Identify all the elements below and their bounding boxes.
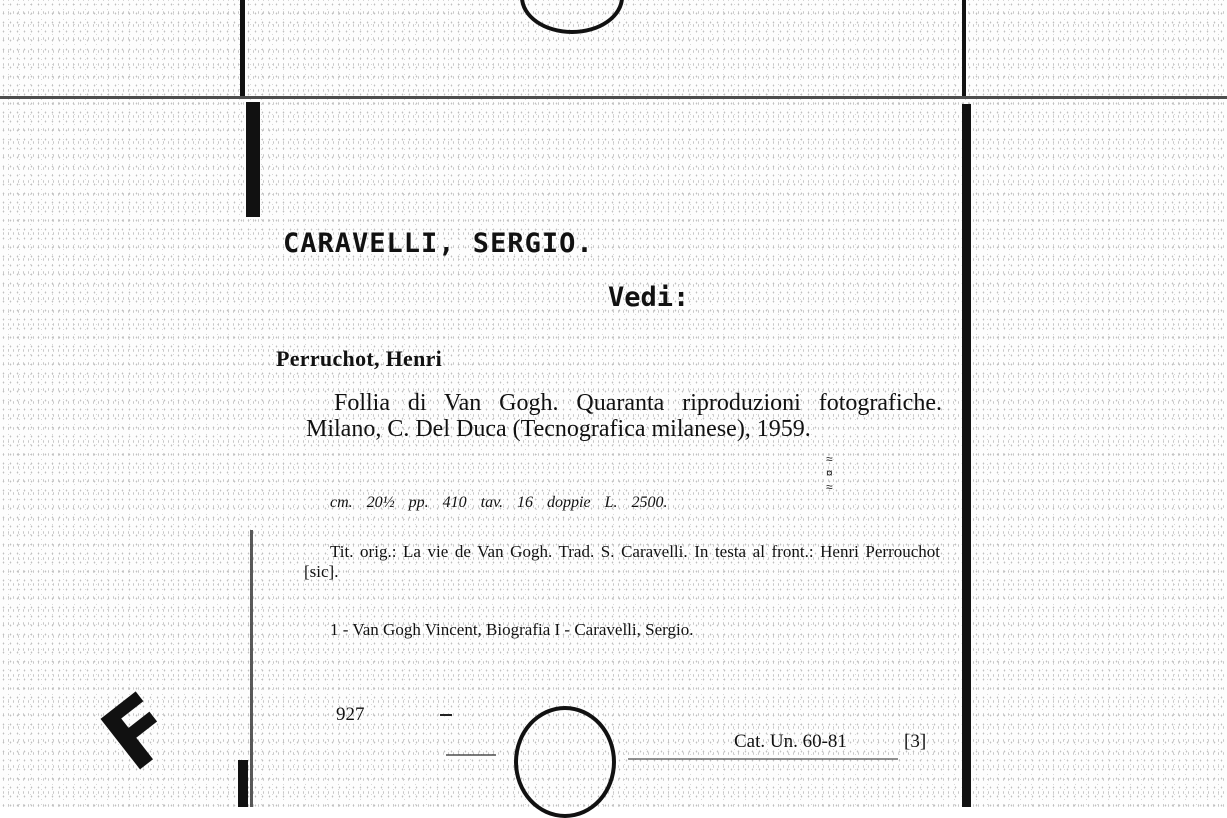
bottom-dashes-right <box>628 758 898 760</box>
entry-notes: Tit. orig.: La vie de Van Gogh. Trad. S. Caravelli. In testa al front.: Henri Perrouchot [sic]. <box>304 542 940 581</box>
right-border-top <box>962 0 966 96</box>
right-border <box>962 104 971 807</box>
punch-hole-top <box>520 0 624 34</box>
margin-marks: ≈ ¤ ≈ <box>826 452 833 494</box>
card-separator-line <box>0 96 1227 99</box>
left-border-lower <box>250 530 253 807</box>
bottom-dashes-left <box>446 754 496 756</box>
entry-title-statement: Follia di Van Gogh. Quaranta riproduzioni fotografiche. Milano, C. Del Duca (Tecnografica milanese), 1959. <box>306 390 942 442</box>
left-border-bottom-mark <box>238 760 248 807</box>
entry-tracings: 1 - Van Gogh Vincent, Biografia I - Caravelli, Sergio. <box>330 620 694 639</box>
see-reference-label: Vedi: <box>608 282 690 313</box>
copy-count: [3] <box>904 731 927 752</box>
card-heading: CARAVELLI, SERGIO. <box>283 228 594 259</box>
call-number: 927 <box>336 704 365 725</box>
left-border-top <box>240 0 245 96</box>
catalog-reference: Cat. Un. 60-81 <box>734 731 847 752</box>
entry-author: Perruchot, Henri <box>276 346 443 371</box>
catalog-card <box>258 102 958 807</box>
letter-f-stamp <box>83 672 194 791</box>
dash-mark <box>440 714 452 716</box>
punch-hole-bottom <box>514 706 616 818</box>
stamp-letter: F <box>83 672 194 791</box>
previous-card-edge <box>0 0 1227 102</box>
entry-collation: cm. 20½ pp. 410 tav. 16 doppie L. 2500. <box>330 494 668 511</box>
